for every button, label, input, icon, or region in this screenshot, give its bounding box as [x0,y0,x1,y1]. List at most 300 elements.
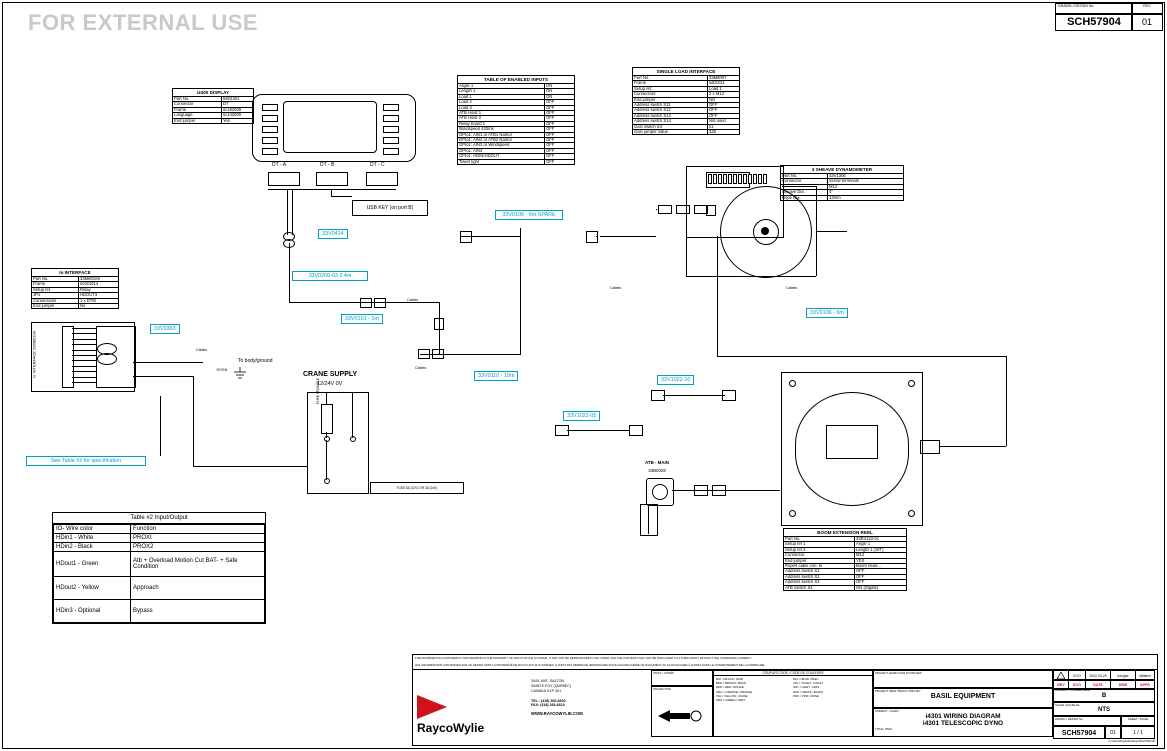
cell: GPIo1: AIN1 or ATB1 Namur [458,132,545,137]
rev-block-drawing-no: SCH57904 [1067,16,1121,28]
cell: Length 1 [458,89,545,94]
cell: ATB Hoist 2 [458,116,545,121]
cell: OFF [545,127,575,132]
cell: ON (Digital) [855,585,907,590]
cell: Setup ref 1 [784,542,855,547]
cable-text-2: Cables [196,348,208,352]
cable-text-5: Cables [415,366,427,370]
cell: End jumper [173,118,222,123]
cell: HDOUT3 [79,293,119,298]
cell: Part No. [781,174,828,179]
cell: OFF [545,143,575,148]
dynamometer-table [780,165,904,201]
single-load-title: SINGLE LOAD INTERFACE [632,67,740,75]
cell: OFF [545,154,575,159]
table2-cell: PROXI [131,534,265,543]
display-screen [283,101,377,153]
cell: Boom head... [855,564,907,569]
projection-label: PROJECTION [653,687,672,691]
color-line: PNK = PINK / ROSE [793,693,819,698]
cell: ON [545,94,575,99]
cell: OFF [855,569,907,574]
cell: Setup ref 2 [784,547,855,552]
cell: OFF [545,138,575,143]
cell: Connectors [633,92,708,97]
drawing-no-label: DRAWN / DESSIN No. [1055,717,1084,721]
color-line: YEL = YELLOW / JAUNE [716,693,748,698]
wire-1022-10 [663,395,725,396]
cell: OFF [545,116,575,121]
cell: Tower light [458,159,545,164]
cell: ON [545,89,575,94]
to-bodyground-label: To body/ground [238,358,273,364]
boom-reel-bolt-3 [789,510,796,517]
cable-text-1: Cables [407,298,419,302]
boom-reel-bolt-2 [908,380,915,387]
crane-supply-wire-1 [326,392,327,404]
drw-col-header: DRW [1111,681,1136,688]
cell: sc142000 [222,113,254,118]
table2-title: Table #2 Input/Output [53,513,265,524]
cell: 1 x DTM [79,298,119,303]
display-buttons-right [383,104,399,155]
cell: M12 [855,553,907,558]
cell: Address switch S2 [784,574,855,579]
scale-cell [1053,702,1155,716]
io-interface-title: Io INTERFACE [31,268,119,276]
cell: 13mm [828,195,904,200]
scale-label: SCALE / ÉCHELLE: [1055,703,1081,707]
eco-row [1053,670,1155,680]
cell: ON [545,84,575,89]
atb-main-inner [652,484,668,500]
color-line: GRY = GREY / GRIS [793,685,820,690]
table2-cell: HDout1 - Green [54,552,131,577]
company-logo [417,685,529,737]
table2-header-1: Function [131,525,265,534]
dynamometer-hub [761,227,769,235]
cell: Rope Dia. [781,195,828,200]
enabled-inputs-table [457,75,575,165]
cell: OFF [855,574,907,579]
title-item-label: TITLE / ITEM: [875,727,893,731]
connector-sym-6 [418,349,430,359]
cell: Frame [32,282,79,287]
project-item-value: BASIL EQUIPMENT [930,693,996,700]
rev-letter-value: B [1101,693,1107,699]
connector-sym-3 [360,298,372,308]
rev-block [1055,3,1161,29]
cell: M12 [828,184,904,189]
cell: OFF [708,103,740,108]
crane-supply-wire-2 [326,432,327,438]
color-line: RED = RED / ROUGE [716,685,744,690]
footer-path: C:\Users\kdogbe\Desktop\SCH57904.dft [1108,740,1155,743]
enabled-inputs-title: TABLE OF ENABLED INPUTS [457,75,575,83]
cell: 325 [708,130,740,135]
cable-text-3: Cables [610,286,622,290]
cell: No [79,304,119,309]
eco-drw: kdogbe [1111,671,1136,679]
cell: Yes [222,118,254,123]
table2-header-0: IO- Wire color [54,525,131,534]
cable-label-33V0110: 33V0110 - 10m [474,371,518,381]
cell: Gain switch S4 [633,124,708,129]
cell: Length 1 (10T) [855,547,907,552]
title-block [412,654,1158,746]
wire-dyno-right-2 [717,236,718,356]
cell: Relay [79,287,119,292]
connector-sym-12 [694,485,708,496]
subject-line-2: i4301 TELESCOPIC DYNO [922,720,1004,727]
cell: Rope/t cable con. to [784,564,855,569]
wire-io-left [133,376,193,377]
atb-main-weight [640,504,658,536]
boom-reel-bolt-1 [789,380,796,387]
cell: 33M8007 [708,76,740,81]
cell: 33R4123-01 [855,537,907,542]
color-line: BLK = BLACK / NOIR [716,677,743,681]
cell: sc192006 [222,107,254,112]
cell: 5924301 [222,97,254,102]
cell: Frame [173,107,222,112]
crane-supply-terminal-c [324,478,330,484]
subject-cell [873,708,1053,737]
wire-display-b-down [331,189,332,197]
color-line: BLU = BLUE / BLEU [793,677,819,681]
project-item-cell [873,688,1053,708]
crane-supply-fuse [321,404,333,434]
color-line: BRN = BROWN / BRUN [716,681,747,686]
rev-header-row [1053,680,1155,689]
rev-value-cell [1105,726,1121,739]
atb-main-part: 33B0028 [648,468,666,473]
cell: Frame [633,81,708,86]
crane-supply-box [307,392,369,494]
legal-line-2: LES INFORMATIONS CONTENUES SUR CE DESSIN SONT LA PROPRIÉTÉ DE RAYCO-WYLIE SYSTÈMES. IL N'EST PAS PERMIS DE REPRODUIRE SOUS AUCUNE FORME CE DOCUMENT OU LE DIVULGUER À AUTRUI SANS LE CONSENTEMENT DE LA COMPAGNIE. [415,663,766,667]
cell: Screw terminals [828,179,904,184]
color-line: GRN = GREEN / VERT [716,697,746,702]
cable-text-4: Cables [786,286,798,290]
cell: ATB Hoist 1 [458,111,545,116]
cell: Language [173,113,222,118]
cell: GPIo1: AIN3 or Windspeed [458,143,545,148]
projection-icon [656,705,712,727]
display-port-b-label: DT - B [320,162,335,168]
cell: End jumper [32,304,79,309]
crane-supply-terminal-b [350,436,356,442]
crane-supply-wire-4 [326,440,327,480]
connector-sym-1 [460,231,472,243]
cell: Part No. [32,277,79,282]
sheet-label: SHEET / PAGE [1127,717,1149,721]
wire-display-a2 [292,189,293,235]
cable-label-33V0260 [292,271,368,281]
rev-block-rev: 01 [1141,17,1152,27]
subject-line-1: i4301 WIRING DIAGRAM [925,713,1001,720]
cell: OFF [545,148,575,153]
display-port-a-label: DT - A [272,162,287,168]
io-circle-2 [97,353,117,365]
company-tel: TEL.: (418) 266-6600 [531,698,566,703]
scale-value: NTS [1098,707,1110,713]
cell: Address switch S1 [784,569,855,574]
cable-label-33V0414: 33V0414 [318,229,348,239]
table2-cell: Atb + Overload Motion Cut BAT- + Safe Condition [131,552,265,577]
wire-io-to-crane-h [193,466,308,467]
appd-col-header: APPD [1140,683,1150,687]
display-circle-2 [283,239,295,248]
projection-cell [651,686,713,737]
cell: End jumper [784,558,855,563]
cell: Connector [784,553,855,558]
wire-load-to-dyno [600,236,656,237]
cell: 33M80109 [79,277,119,282]
connector-sym-11 [629,425,643,436]
cell: OFF [545,121,575,126]
connector-sym-13 [712,485,726,496]
cell: Load 1 [458,94,545,99]
cell: GPIo1: AIN2 or ATB2 Namur [458,138,545,143]
atb-main-label: ATB - MAIN [645,460,669,465]
colors-code-label: COUPLES CODE / CODE DE COULEURS [714,671,872,676]
warning-icon [1054,671,1069,679]
cable-label-33V1022-10: 33V1022-10 [657,375,694,385]
cell: OFF [708,108,740,113]
dynamometer-terminal-pins [708,174,768,184]
display-table [172,88,254,124]
eco-date: 2022-03-29 [1086,671,1111,679]
company-web: WWW.RAYCOWYLIE.COM [531,711,583,717]
cell: 4" [828,190,904,195]
ye-gn-label: YE/GN [216,368,228,372]
address-line-1: 3440, AVE. DALTON [531,679,564,683]
atb-main-lead [672,490,694,491]
rev-block-header-left: DRAWN / DESSIN No. [1058,4,1095,8]
cell: Gain jumper value [633,130,708,135]
cell: Windspeed 420ms [458,127,545,132]
cell: Load 2 [458,100,545,105]
cell: YES [855,558,907,563]
boom-reel-hub [826,425,878,459]
wire-display-a-down [287,189,288,235]
subject-label: SUBJECT / SUJET: [875,709,900,713]
address-line-3: CANADA G1P 3X1 [531,688,562,693]
rev-value: 01 [1110,730,1116,736]
dynamometer-frame-bottom [686,276,816,277]
fuse-note: FUSE 5A (12V) OR 3A (24V) [370,482,464,494]
drawing-no-label-cell [1053,716,1121,726]
wire-io-cyan [133,362,203,363]
cable-label-33V0106-spare: 33V0106 - 6m SPARE [495,210,563,220]
cell: Load 1 [708,86,740,91]
watermark-text: FOR EXTERNAL USE [28,10,259,35]
cell: End jumper [633,97,708,102]
dyno-connector-1 [658,205,672,214]
dynamometer-title: 3 SHEAVE DYNAMOMETER [780,165,904,173]
units-cell [651,670,713,686]
connector-sym-9 [722,390,736,401]
crane-supply-wire-3 [352,392,353,438]
cell: Load 3 [458,105,545,110]
usb-line [331,196,352,197]
rev-block-header-right: REV [1143,4,1151,8]
table2-cell: HDin2 - Black [54,543,131,552]
connector-sym-10 [555,425,569,436]
boom-reel-title: BOOM EXTENSION REEL [783,528,907,536]
cell: OFF [545,132,575,137]
cell: NO [708,97,740,102]
color-line: WHT = WHITE / BLANC [793,689,824,694]
eco-appd: iditalien [1139,674,1151,678]
connector-sym-2 [586,231,598,243]
atb-main-chain [648,504,649,534]
project-name-label: PROJECT NAME/ NOM DU PROJET: [875,671,923,675]
sheet-label-cell [1121,716,1155,726]
cell: JP1 [32,293,79,298]
cell: OFF [855,580,907,585]
table2-cell: Bypass [131,600,265,623]
usb-key-note-text: USB KEY (on port B) [366,205,414,211]
cell: Part No. [784,537,855,542]
cell: Part No. [633,76,708,81]
table2-cell: HDin1 - White [54,534,131,543]
table2-cell: HDin3 - Optional [54,600,131,623]
crane-supply-voltage: 12/24V 0V [317,381,343,387]
cell: sc021014 [79,282,119,287]
cell: sd01011 [708,81,740,86]
cell: OFF [708,113,740,118]
comment-label: COMMENT / COMMENTAIRE: [1055,689,1091,692]
cell: Angle 1 [855,542,907,547]
dynamometer-frame-left [686,186,687,276]
cell: Angle 1 [458,84,545,89]
eco-col-header: ECO [1069,681,1086,688]
cable-label-33V0101: 33V0101 - 1m [341,314,383,324]
cell: ATB Switch S4 [784,585,855,590]
cell: OFF [545,111,575,116]
dyno-connector-4 [706,205,716,216]
ground-icon [231,367,249,379]
address-line-2: SAINTE-FOY (QUEBEC) [531,683,572,688]
dyno-connector-2 [676,205,690,214]
display-port-c-label: DT - C [370,162,385,168]
wire-right-trunk-into-reel [940,446,1006,447]
connector-sym-4 [374,298,386,308]
cable-label-33V0363: 33V0363 [150,324,180,334]
see-table2-note: See Table #2 for specification [26,456,146,466]
display-buttons-left [262,104,278,155]
cell: GPIo1: HDIN/HDOUT [458,154,545,159]
rev-col-header: REV [1054,681,1069,688]
wire-trunk-7 [520,228,521,355]
cell: Address switch S3 [784,580,855,585]
connector-sym-7 [432,349,444,359]
table2 [52,512,266,624]
cell: Connections [32,298,79,303]
cell: Setup ref. [633,86,708,91]
cell: Setup ref. [32,287,79,292]
dynamometer-frame-top [782,186,816,187]
drawing-no-value: SCH57904 [1061,730,1097,737]
color-line: ORG = ORANGE / ORANGE [716,689,753,694]
cell: OFF [545,159,575,164]
wire-seetable2-v [160,396,161,456]
cell: Address switch S13 [633,113,708,118]
date-col-header: DATE [1086,681,1111,688]
drawing-no-cell [1053,726,1105,739]
company-address [531,679,651,717]
wire-trunk-2 [289,302,351,303]
cell: DT [222,102,254,107]
cell: 33V1306 [828,174,904,179]
cell: OFF [545,100,575,105]
cell: Address switch S11 [633,103,708,108]
colors-code-cell [713,670,873,737]
cable-label-33V0260-text: 33V0260-03 2.4m [308,273,352,279]
wire-trunk-1 [289,243,290,303]
legal-line-1: THE INFORMATION CONTAINED IN THIS DRAWING IS THE PROPERTY OF RAYCO-WYLIE SYSTEMS. IT MAY NOT BE REPRODUCED IN ANY FORM, AND THE CONTENTS MAY NOT BE DISCLOSED TO A THIRD PARTY WITHOUT THE COMPANIES CONSENT. [415,656,752,660]
cell: Address switch S12 [633,108,708,113]
cell: Part No. [173,97,222,102]
cell: Not used [708,119,740,124]
cell: Connector [173,102,222,107]
connector-sym-14 [920,440,940,454]
cell: x1 [708,124,740,129]
company-name: RaycoWylie [417,721,485,735]
cell: Address switch S14 [633,119,708,124]
table2-cell: PROX2 [131,543,265,552]
connector-sym-5 [434,318,444,330]
project-name-cell [873,670,1053,688]
wire-io-to-crane-v [193,376,194,466]
cell: Relay board 1 [458,121,545,126]
io-interface-side-label: Io INTERFACE 33M80109 [31,331,37,378]
io-interface-table [31,268,119,309]
company-fax: FAX: (418) 266-6610 [531,703,565,708]
display-table-title: i4300 DISPLAY [172,88,254,96]
single-load-table [632,67,740,135]
units-label: UNITS / UNITÉS [653,671,674,675]
cell: Connector [781,179,828,184]
cell: Sheave Dia. [781,190,828,195]
table2-cell: Approach [131,577,265,600]
sheet-value: 1 / 1 [1133,730,1143,736]
wire-right-trunk-h [717,356,1007,357]
boom-reel-table [783,528,907,591]
wire-1022-05 [567,430,629,431]
wire-dyno-right-1 [817,231,847,232]
boom-reel-bolt-4 [908,510,915,517]
color-line: VIO = VIOLET / VIOLET [793,681,824,686]
crane-supply-title: CRANE SUPPLY [303,371,358,378]
crane-supply-fuse-label: FUSE / FUSIBLE [316,377,320,404]
usb-key-note [352,200,428,216]
wire-right-trunk-v [1006,356,1007,446]
table2-cell: HDout2 - Yellow [54,577,131,600]
cell: 2 x M12 [708,92,740,97]
crane-supply-terminal-a [324,436,330,442]
cell: OFF [545,105,575,110]
eco-label: ECO [1069,671,1086,679]
project-item-label: PROJECT ITEM/ ITEM DU PROJET: [875,689,921,693]
ground-symbol [231,366,249,384]
cable-label-33V1022-05: 33V1022-05 [563,411,600,421]
sheet-value-cell [1121,726,1155,739]
cable-label-33V0106: 33V0106 - 6m [806,308,848,318]
cell: GPIo1: AIN4 [458,148,545,153]
wire-load-branch [656,209,657,210]
